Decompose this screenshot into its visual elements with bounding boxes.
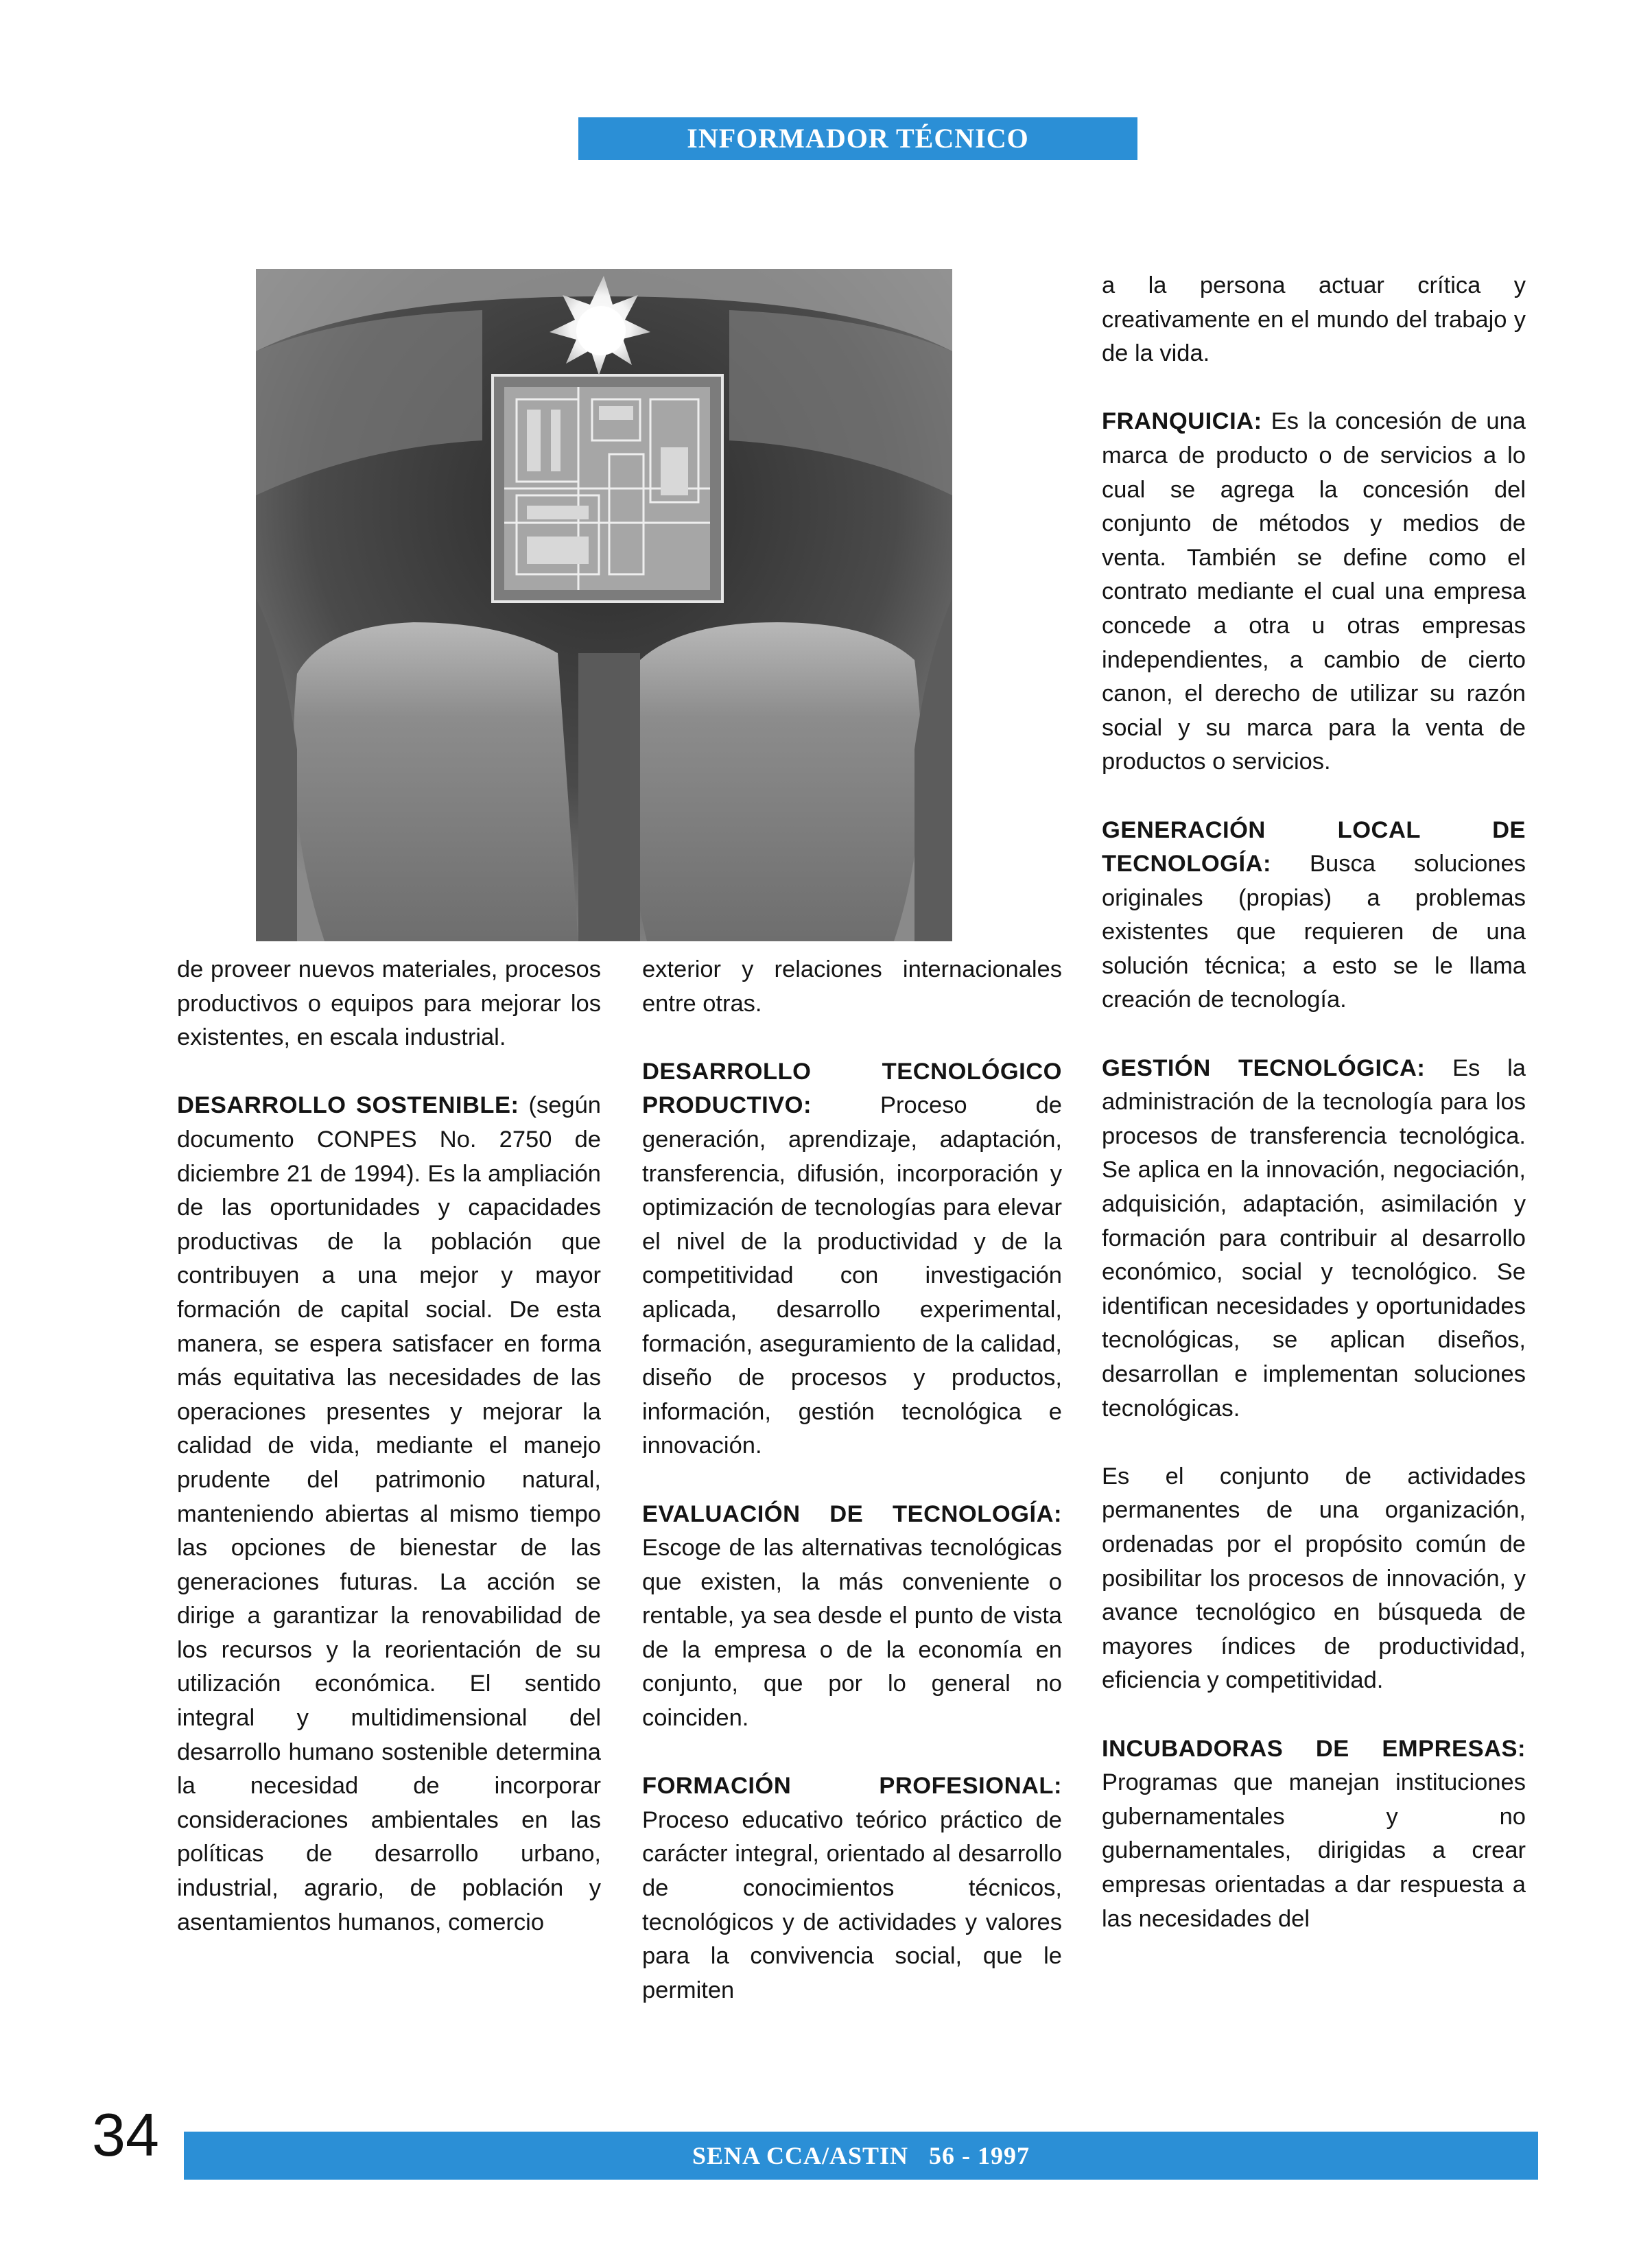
definition-text: Proceso de generación, aprendizaje, adaptación, transferencia, difusión, incorporación y optimización de tecnologías para elevar el nivel de la productividad y de la competitividad con investigación aplicada, desarrollo experimental, formación, aseguramiento de la calidad, diseño de procesos y productos, información, gestión tecnológica e innovación. [642,1092,1062,1459]
definition-desarrollo-sostenible [177,1089,601,1940]
definition-term: GENERACIÓN LOCAL DE TECNOLOGÍA: [1102,816,1526,877]
definition-term: DESARROLLO TECNOLÓGICO PRODUCTIVO: [642,1058,1062,1119]
definition-term: FRANQUICIA: [1102,408,1262,435]
paragraph: a la persona actuar crítica y creativamente en el mundo del trabajo y de la vida. [1102,272,1526,367]
section-header-banner: INFORMADOR TÉCNICO [578,117,1137,160]
definition-text: Es la administración de la tecnología para los procesos de transferencia tecnológica. Se aplica en la innovación, negociación, adquisición, adaptación, asimilación y formación para contribuir al desarrollo económico, social y tecnológico. Se identifican necesidades y oportunidades tecnológicas, se aplican diseños, desarrollan e implementan soluciones tecnológicas. [1102,1054,1526,1422]
definition-desarrollo-tecnologico [642,1055,1062,1463]
definition-generacion-local [1102,814,1526,1018]
text-column-1 [177,953,601,1940]
definition-term: EVALUACIÓN DE TECNOLOGÍA: [642,1500,1062,1527]
definition-text: Programas que manejan instituciones gubernamentales y no gubernamentales, dirigidas a crear empresas orientadas a dar respuesta a las necesidades del [1102,1769,1526,1932]
definition-term: FORMACIÓN PROFESIONAL: [642,1773,1062,1800]
definition-text: Busca soluciones originales (propias) a problemas existentes que requieren de una solución técnica; a esto se le llama creación de tecnología. [1102,851,1526,1013]
text-column-2 [642,953,1062,2007]
definition-text: Proceso educativo teórico práctico de carácter integral, orientado al desarrollo de conocimientos técnicos, tecnológicos y de actividades y valores para la convivencia social, que le permiten [642,1806,1062,2003]
footer-banner: SENA CCA/ASTIN 56 - 1997 [184,2132,1538,2180]
paragraph: exterior y relaciones internacionales entre otras. [642,956,1062,1017]
definition-text: Es la concesión de una marca de producto o de servicios a lo cual se agrega la concesión del conjunto de métodos y medios de venta. También se define como el contrato mediante el cual una empresa concede a otra u otras empresas independientes, a cambio de cierto canon, el derecho de utilizar su razón social y su marca para la venta de productos o servicios. [1102,408,1526,775]
page-number: 34 [92,2101,159,2169]
definition-franquicia [1102,405,1526,779]
definition-evaluacion-tecnologia [642,1498,1062,1736]
definition-term: DESARROLLO SOSTENIBLE: [177,1092,519,1119]
definition-incubadoras [1102,1732,1526,1937]
definition-formacion-profesional [642,1769,1062,2007]
text-column-3 [1102,269,1526,1936]
microchip-photo [256,269,952,941]
definition-text: (según documento CONPES No. 2750 de diciembre 21 de 1994). Es la ampliación de las oportunidades y capacidades productivas de la población que contribuyen a una mejor y mayor formación de capital social. De esta manera, se espera satisfacer en forma más equitativa las necesidades de las operaciones presentes y mejorar la calidad de vida, mediante el manejo prudente del patrimonio natural, manteniendo abiertas al mismo tiempo las opciones de bienestar de las generaciones futuras. La acción se dirige a garantizar la renovabilidad de los recursos y la reorientación de su utilización económica. El sentido integral y multidimensional del desarrollo humano sostenible determina la necesidad de incorporar consideraciones ambientales en las políticas de desarrollo urbano, industrial, agrario, de población y asentamientos humanos, comercio [177,1092,601,1935]
paragraph: Es el conjunto de actividades permanentes de una organización, ordenadas por el propósito común de posibilitar los procesos de innovación, y avance tecnológico en búsqueda de mayores índices de productividad, eficiencia y competitividad. [1102,1463,1526,1694]
definition-gestion-tecnologica [1102,1052,1526,1426]
paragraph: de proveer nuevos materiales, procesos productivos o equipos para mejorar los existentes, en escala industrial. [177,956,601,1051]
definition-term: GESTIÓN TECNOLÓGICA: [1102,1054,1426,1081]
definition-term: INCUBADORAS DE EMPRESAS: [1102,1735,1526,1762]
definition-text: Escoge de las alternativas tecnológicas que existen, la más conveniente o rentable, ya sea desde el punto de vista de la empresa o de la economía en conjunto, que por lo general no coinciden. [642,1535,1062,1732]
